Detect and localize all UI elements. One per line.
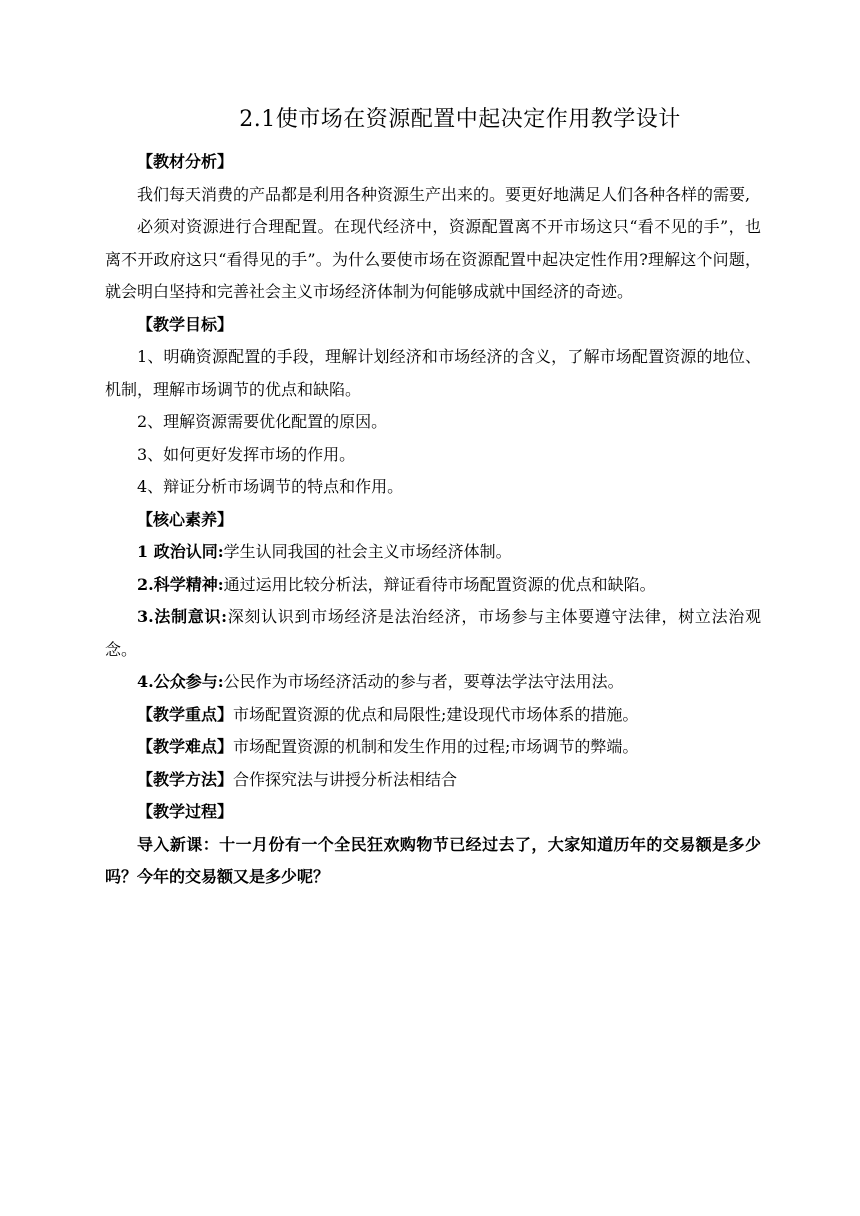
objective-item-4: 4、辩证分析市场调节的特点和作用。 bbox=[137, 477, 404, 496]
literacy-item-3 bbox=[105, 601, 761, 666]
literacy-item-1 bbox=[105, 536, 761, 569]
literacy-item-2 bbox=[105, 569, 761, 602]
literacy-label-2: 2.科学精神: bbox=[137, 574, 224, 594]
literacy-item-4 bbox=[105, 666, 761, 699]
literacy-text-1: 学生认同我国的社会主义市场经济体制。 bbox=[223, 542, 512, 561]
difficulties-text: 市场配置资源的机制和发生作用的过程;市场调节的弊端。 bbox=[233, 737, 639, 756]
literacy-label-3: 3.法制意识: bbox=[137, 607, 228, 626]
section-heading-objectives: 【教学目标】 bbox=[137, 314, 234, 334]
literacy-text-2: 通过运用比较分析法，辩证看待市场配置资源的优点和缺陷。 bbox=[223, 574, 656, 594]
document-body bbox=[105, 146, 761, 894]
objective-item-2: 2、理解资源需要优化配置的原因。 bbox=[137, 412, 388, 431]
section-heading-key-points: 【教学重点】 bbox=[137, 704, 234, 724]
literacy-label-1: 1 政治认同: bbox=[137, 542, 224, 561]
literacy-label-4: 4.公众参与: bbox=[137, 672, 224, 691]
section-heading-process: 【教学过程】 bbox=[137, 802, 234, 821]
analysis-paragraph-2: 必须对资源进行合理配置。在现代经济中，资源配置离不开市场这只“看不见的手”，也离不开政府这只“看得见的手”。为什么要使市场在资源配置中起决定性作用?理解这个问题，就会明白坚持和完善社会主义市场经济体制为何能够成就中国经济的奇迹。 bbox=[105, 217, 761, 301]
objective-item-1: 1、明确资源配置的手段，理解计划经济和市场经济的含义，了解市场配置资源的地位、机制，理解市场调节的优点和缺陷。 bbox=[105, 347, 761, 399]
section-heading-literacy: 【核心素养】 bbox=[137, 509, 234, 529]
literacy-text-3: 深刻认识到市场经济是法治经济，市场参与主体要遵守法律，树立法治观念。 bbox=[105, 607, 761, 659]
methods-line bbox=[105, 764, 761, 797]
literacy-text-4: 公民作为市场经济活动的参与者，要尊法学法守法用法。 bbox=[223, 672, 624, 691]
document-title: 2.1使市场在资源配置中起决定作用教学设计 bbox=[239, 107, 681, 132]
key-points-text: 市场配置资源的优点和局限性;建设现代市场体系的措施。 bbox=[233, 704, 639, 724]
process-intro: 导入新课：十一月份有一个全民狂欢购物节已经过去了，大家知道历年的交易额是多少吗？今年的交易额又是多少呢？ bbox=[105, 834, 761, 886]
analysis-paragraph-1: 我们每天消费的产品都是利用各种资源生产出来的。要更好地满足人们各种各样的需要, bbox=[137, 184, 751, 204]
section-heading-methods: 【教学方法】 bbox=[137, 769, 234, 789]
difficulties-line bbox=[105, 731, 761, 764]
objective-item-3: 3、如何更好发挥市场的作用。 bbox=[137, 444, 356, 464]
section-heading-analysis: 【教材分析】 bbox=[137, 152, 234, 171]
section-heading-difficulties: 【教学难点】 bbox=[137, 737, 234, 756]
key-points-line bbox=[105, 699, 761, 732]
methods-text: 合作探究法与讲授分析法相结合 bbox=[233, 769, 458, 789]
